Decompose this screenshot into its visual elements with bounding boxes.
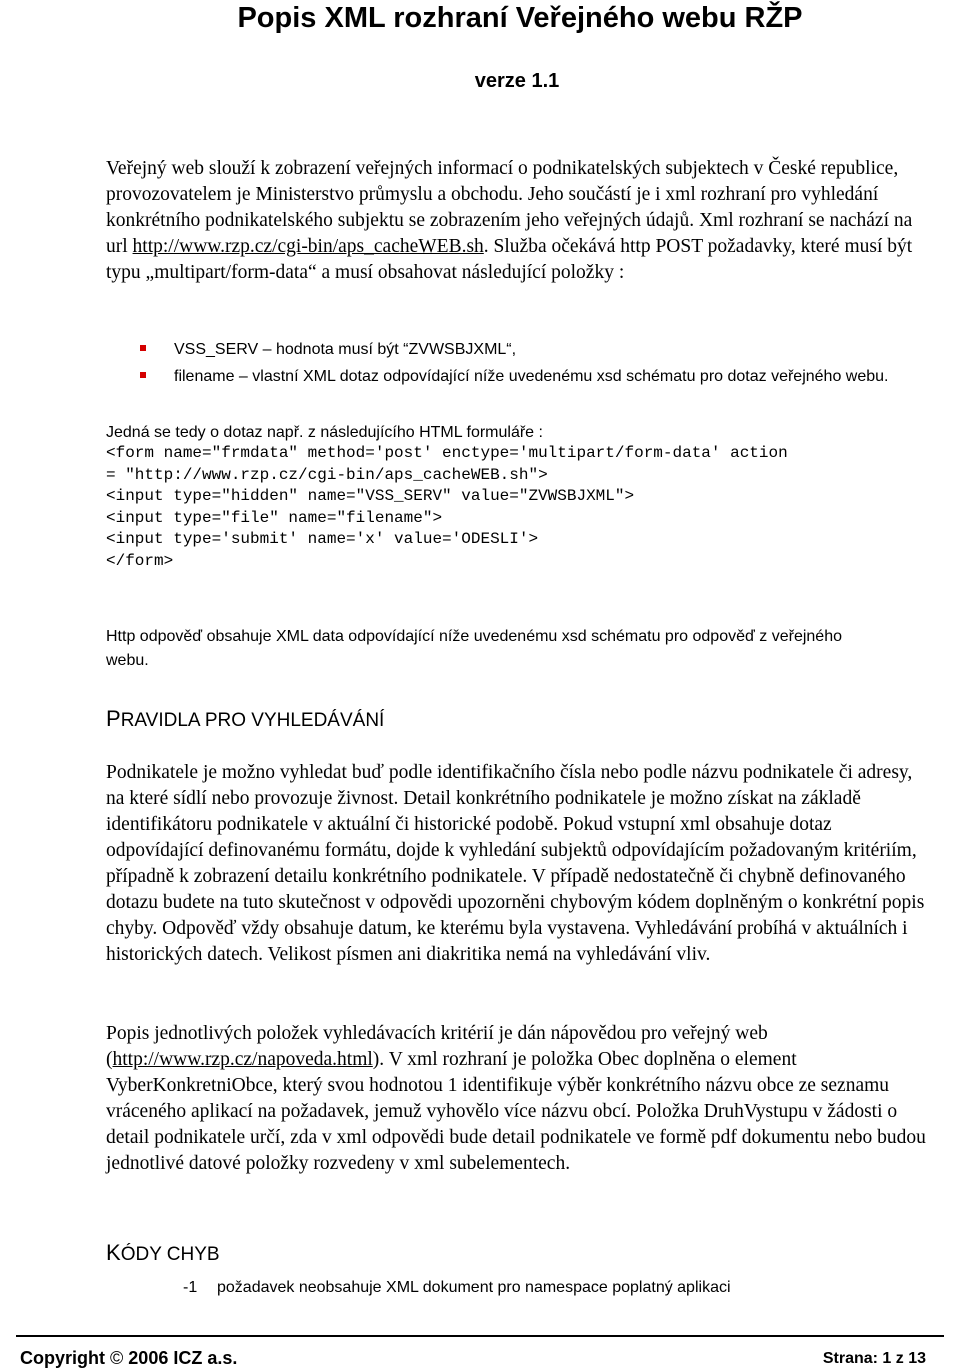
param-vss-serv: VSS_SERV – hodnota musí být “ZVWSBJXML“, (174, 341, 517, 358)
rules-paragraph-2-start: Popis jednotlivých položek vyhledávacích kritérií je dán nápovědou pro veřejný web ( (106, 1023, 768, 1070)
intro-paragraph (106, 156, 932, 286)
footer-copyright (20, 1348, 237, 1369)
bullet-icon (140, 345, 146, 351)
error-code: -1 (183, 1279, 198, 1296)
code-line: <input type='submit' name='x' value='ODESLI'> (106, 530, 539, 548)
rules-heading (106, 706, 384, 732)
code-line: <input type="file" name="filename"> (106, 508, 443, 527)
code-line: </form> (106, 551, 174, 570)
help-url-link[interactable]: http://www.rzp.cz/napoveda.html (112, 1049, 373, 1070)
rules-paragraph-1: Podnikatele je možno vyhledat buď podle identifikačního čísla nebo podle názvu podnikatele či adresy, na které sídlí nebo provozuje živnost. Detail konkrétního podnikatele je možno získat na základě identifikátoru podnikatele v aktuální či historické podobě. Pokud vstupní xml obsahuje dotaz odpovídající definovanému formátu, dojde k vyhledání subjektů odpovídajícím požadovaným kritériím, případně k zobrazení detailu konkrétního podnikatele. V případě nedostatečně či chybně definovaného dotazu budete na tuto skutečnost v odpovědi upozorněni chybovým kódem doplněným o konkrétní popis chyby. Odpověď vždy obsahuje datum, ke kterému byla vystavena. Vyhledávání probíhá v aktuálních i historických datech. Velikost písmen ani diakritika nemá na vyhledávání vliv. (106, 762, 925, 965)
parameter-list (140, 340, 900, 394)
response-description: Http odpověď obsahuje XML data odpovídající níže uvedenému xsd schématu pro odpověď z veřejného webu. (106, 628, 842, 669)
error-code-row (183, 1279, 731, 1297)
rules-heading-rest: RAVIDLA PRO VYHLEDÁVÁNÍ (120, 710, 385, 731)
document-title: Popis XML rozhraní Veřejného webu RŽP (237, 2, 803, 34)
param-filename: filename – vlastní XML dotaz odpovídající níže uvedenému xsd schématu pro dotaz veřejného webu. (174, 368, 889, 385)
html-form-example (106, 443, 926, 572)
rules-heading-initial: P (106, 706, 121, 731)
code-line: = "http://www.rzp.cz/cgi-bin/aps_cacheWEB.sh"> (106, 465, 548, 484)
error-heading-rest: ÓDY CHYB (120, 1244, 220, 1265)
footer-divider (16, 1335, 944, 1337)
error-codes-heading (106, 1240, 220, 1266)
example-intro: Jedná se tedy o dotaz např. z následujícího HTML formuláře : (106, 424, 543, 441)
service-url-link[interactable]: http://www.rzp.cz/cgi-bin/aps_cacheWEB.sh (132, 236, 484, 257)
bullet-icon (140, 372, 146, 378)
list-item (140, 367, 900, 387)
rules-paragraph-2 (106, 1021, 932, 1177)
page-number: Strana: 1 z 13 (822, 1350, 926, 1367)
list-item (140, 340, 900, 360)
code-line: <input type="hidden" name="VSS_SERV" value="ZVWSBJXML"> (106, 487, 635, 505)
rules-paragraph-2-end: ). V xml rozhraní je položka Obec doplněna o element VyberKonkretniObce, který svou hodnotou 1 identifikuje výběr konkrétního názvu obce ze seznamu vráceného aplikací na požadavek, jemuž vyhovělo více názvu obcí. Položka DruhVystupu v žádosti o detail podnikatele určí, zda v xml odpovědi bude detail podnikatele ve formě pdf dokumentu nebo budou jednotlivé datové položky rozvedeny v xml subelementech. (106, 1049, 926, 1174)
copyright-icon: © (110, 1348, 124, 1368)
code-line: <form name="frmdata" method='post' enctype='multipart/form-data' action (106, 444, 788, 462)
intro-text-1: Veřejný web slouží k zobrazení veřejných informací o podnikatelských subjektech v České republice, provozovatelem je Ministerstvo průmyslu a obchodu. Jeho součástí je i xml rozhraní pro vyhledání konkrétního podnikatelského subjektu se zobrazením jeho veřejných údajů. Xml rozhraní se nachází na url (106, 158, 913, 257)
copyright-text: 2006 ICZ a.s. (128, 1348, 238, 1368)
copyright-label: Copyright (20, 1348, 105, 1368)
document-version: verze 1.1 (474, 70, 560, 92)
intro-text-2: . Služba očekává http POST požadavky, které musí být typu „multipart/form-data“ a musí obsahovat následující položky : (106, 236, 913, 283)
error-heading-initial: K (106, 1240, 121, 1265)
error-description: požadavek neobsahuje XML dokument pro namespace poplatný aplikaci (217, 1279, 731, 1296)
